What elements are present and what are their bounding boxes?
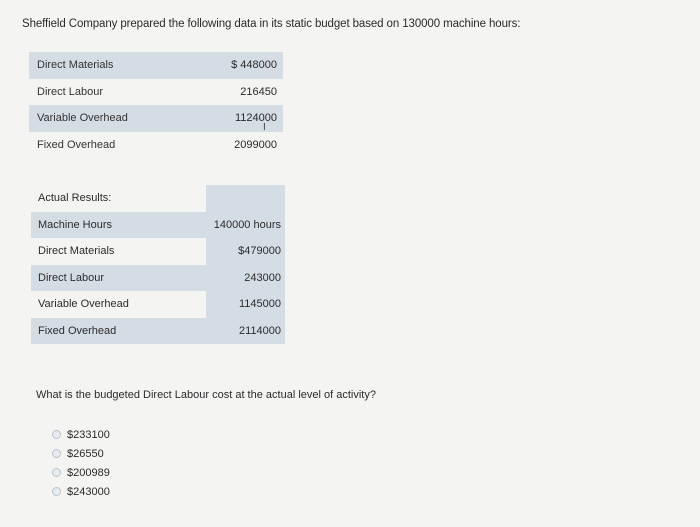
actual-label: Machine Hours <box>38 218 112 231</box>
answer-option[interactable] <box>52 444 110 463</box>
actual-value: 140000 hours <box>213 218 281 231</box>
question-text: What is the budgeted Direct Labour cost at the actual level of activity? <box>36 389 376 401</box>
budget-label: Variable Overhead <box>37 112 128 125</box>
actual-value: 1145000 <box>206 291 285 318</box>
budget-label: Fixed Overhead <box>37 138 116 151</box>
answer-options <box>52 425 110 501</box>
answer-option-label: $243000 <box>67 485 110 498</box>
actual-value: $479000 <box>206 238 285 265</box>
budget-label: Direct Labour <box>37 85 104 98</box>
actual-row-direct-materials <box>31 238 285 265</box>
actual-label: Direct Labour <box>38 271 105 284</box>
actual-header-row <box>31 185 285 212</box>
answer-option-label: $200989 <box>67 466 110 479</box>
actual-row-machine-hours <box>31 212 285 239</box>
answer-option[interactable] <box>52 425 110 444</box>
actual-results-header: Actual Results: <box>38 192 112 205</box>
answer-option[interactable] <box>52 463 110 482</box>
actual-results-table <box>31 185 285 344</box>
answer-option-label: $26550 <box>67 447 104 460</box>
budget-value: 1124000 <box>234 112 277 125</box>
actual-label: Fixed Overhead <box>38 324 117 337</box>
budget-value: $ 448000 <box>231 59 277 72</box>
actual-row-variable-overhead <box>31 291 285 318</box>
radio-button[interactable] <box>52 449 61 458</box>
question-intro: Sheffield Company prepared the following data in its static budget based on 130000 machine hours: <box>22 18 521 30</box>
actual-row-direct-labour <box>31 265 285 292</box>
budget-label: Direct Materials <box>37 59 114 72</box>
budget-value: 2099000 <box>234 138 277 151</box>
budget-row-fixed-overhead <box>29 132 283 159</box>
actual-value: 2114000 <box>238 324 281 337</box>
answer-option[interactable] <box>52 482 110 501</box>
radio-button[interactable] <box>52 430 61 439</box>
budget-row-direct-labour <box>29 79 283 106</box>
budget-row-variable-overhead <box>29 105 283 132</box>
actual-value: 243000 <box>244 271 281 284</box>
actual-label: Variable Overhead <box>38 298 129 311</box>
budget-value: 216450 <box>240 85 277 98</box>
radio-button[interactable] <box>52 487 61 496</box>
budget-row-direct-materials <box>29 52 283 79</box>
radio-button[interactable] <box>52 468 61 477</box>
answer-option-label: $233100 <box>67 428 110 441</box>
actual-label: Direct Materials <box>38 245 115 258</box>
text-cursor-icon: I <box>263 122 266 133</box>
static-budget-table <box>29 52 283 158</box>
actual-row-fixed-overhead <box>31 318 285 345</box>
